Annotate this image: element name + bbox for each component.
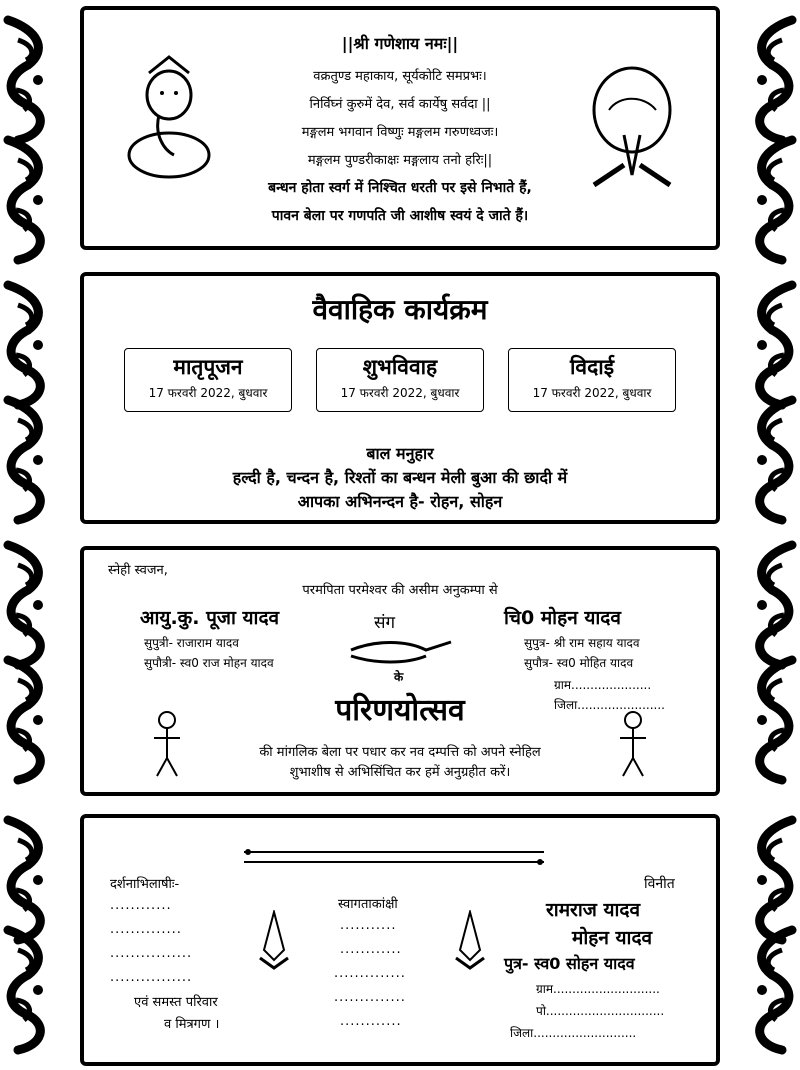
- darshan-dots-1: ............: [110, 898, 172, 913]
- swagat-dots-5: ............: [340, 1014, 402, 1029]
- swagat-dots-3: ..............: [334, 966, 406, 981]
- host-name-2: मोहन यादव: [572, 927, 653, 949]
- gram-field: ग्राम.....................: [554, 678, 652, 692]
- groom-grandparent: सुपौत्र- स्व0 मोहित यादव: [524, 656, 634, 670]
- divider-lines: [244, 846, 544, 870]
- family-line-2: व मित्रगण ।: [164, 1017, 220, 1032]
- program-title: वैवाहिक कार्यक्रम: [312, 293, 488, 326]
- mantra-line-4: मङ्गलम पुण्डरीकाक्षः मङ्गलाय तनो हरिः||: [307, 153, 493, 168]
- event-date: 17 फरवरी 2022, बुधवार: [532, 386, 652, 400]
- invitation-panel: [80, 546, 720, 796]
- event-name: मातृपूजन: [173, 355, 243, 379]
- parinay-title: परिणयोत्सव: [335, 693, 465, 728]
- bride-name: आयु.कु. पूजा यादव: [140, 607, 280, 629]
- host-name-1: रामराज यादव: [546, 899, 641, 921]
- bride-parent: सुपुत्री- राजाराम यादव: [144, 636, 239, 650]
- ganesh-panel: [80, 6, 720, 250]
- intro-line: परमपिता परमेश्वर की असीम अनुकम्पा से: [302, 583, 498, 598]
- verse-line-2: पावन बेला पर गणपति जी आशीष स्वयं दे जाते हैं।: [271, 208, 529, 224]
- jila-field: जिला...........................: [510, 1026, 637, 1040]
- verse-line-1: बन्धन होता स्वर्ग में निश्चित धरती पर इसे निभाते हैं,: [268, 180, 532, 196]
- ke-label: के: [394, 670, 404, 684]
- manuhar-line-2: आपका अभिनन्दन है- रोहन, सोहन: [297, 492, 503, 511]
- program-panel: [80, 272, 720, 524]
- darshan-dots-4: ................: [110, 970, 193, 985]
- darshan-label: दर्शनाभिलाषीः-: [110, 877, 180, 892]
- darshan-dots-3: ................: [110, 946, 193, 961]
- closing-line-2: शुभाशीष से अभिसिंचित कर हमें अनुग्रहीत करें।: [289, 765, 511, 780]
- jila-field: जिला.......................: [554, 698, 665, 712]
- son-line: पुत्र- स्व0 सोहन यादव: [504, 954, 635, 973]
- sang-label: संग: [374, 613, 396, 633]
- darshan-dots-2: ..............: [110, 922, 182, 937]
- family-line-1: एवं समस्त परिवार: [134, 995, 218, 1010]
- po-field: पो...............................: [536, 1004, 665, 1018]
- swagat-dots-4: ..............: [334, 990, 406, 1005]
- mantra-line-1: वक्रतुण्ड महाकाय, सूर्यकोटि समप्रभः।: [313, 69, 487, 84]
- greeting: स्नेही स्वजन,: [108, 563, 168, 578]
- heading: ||श्री गणेशाय नमः||: [341, 34, 459, 53]
- folded-hands-left-icon: [256, 910, 292, 970]
- event-vidai: [508, 348, 676, 412]
- event-date: 17 फरवरी 2022, बुधवार: [340, 386, 460, 400]
- event-shubhvivah: [316, 348, 484, 412]
- event-matripujan: [124, 348, 292, 412]
- gram-field: ग्राम............................: [536, 982, 660, 996]
- vineet-label: विनीत: [644, 876, 675, 892]
- closing-line-1: की मांगलिक बेला पर पधार कर नव दम्पत्ति को अपने स्नेहिल: [259, 745, 541, 760]
- event-name: विदाई: [569, 355, 615, 379]
- event-date: 17 फरवरी 2022, बुधवार: [148, 386, 268, 400]
- manuhar-line-1: हल्दी है, चन्दन है, रिश्तों का बन्धन मेली बुआ की छादी में: [232, 468, 568, 487]
- manuhar-title: बाल मनुहार: [366, 444, 434, 463]
- swagat-dots-1: ...........: [340, 918, 397, 933]
- bride-grandparent: सुपौत्री- स्व0 राज मोहन यादव: [144, 656, 274, 670]
- folded-hands-right-icon: [452, 910, 488, 970]
- mantra-line-2: निर्विघ्नं कुरुमें देव, सर्व कार्येषु सर्वदा ||: [309, 97, 491, 112]
- swagat-label: स्वागताकांक्षी: [338, 897, 398, 912]
- mantra-line-3: मङ्गलम भगवान विष्णुः मङ्गलम गरुणध्वजः।: [301, 125, 499, 140]
- swagat-dots-2: ............: [340, 942, 402, 957]
- family-panel: [80, 814, 720, 1066]
- handshake-icon: [346, 630, 456, 670]
- groom-parent: सुपुत्र- श्री राम सहाय यादव: [524, 636, 640, 650]
- groom-name: चि0 मोहन यादव: [504, 607, 621, 629]
- event-name: शुभविवाह: [362, 355, 438, 379]
